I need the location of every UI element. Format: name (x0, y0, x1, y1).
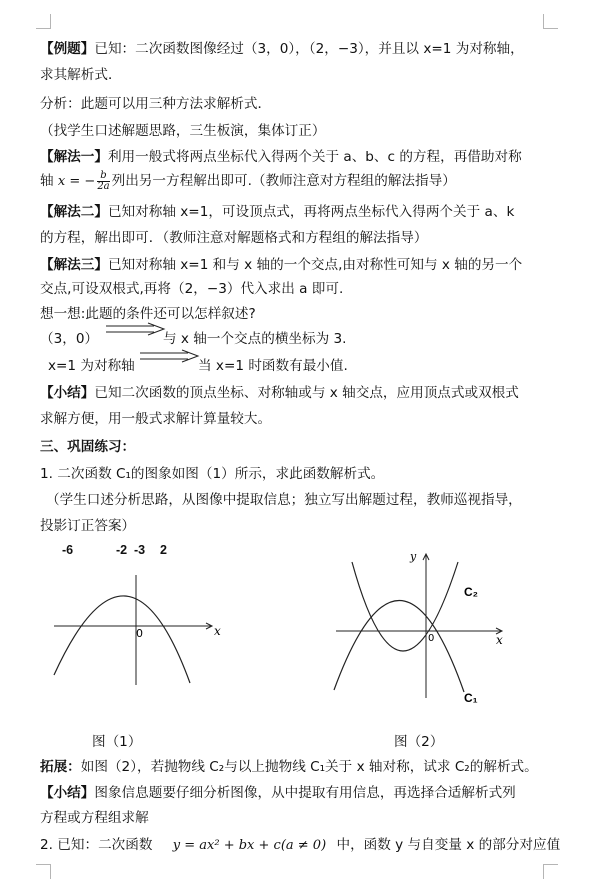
double-arrow-icon (138, 349, 200, 363)
example-line-2: 求其解析式． (40, 67, 122, 83)
axis-word: 轴 (40, 173, 54, 189)
figure1-caption: 图（1） (92, 734, 142, 750)
figure2-x-label: x (496, 633, 503, 647)
figure2-graph (330, 540, 520, 710)
fraction-numerator: b (97, 171, 109, 182)
method-one-line (40, 148, 569, 166)
summary-line (40, 384, 569, 402)
method-three-line (40, 256, 569, 274)
extension-tag: 拓展： (40, 759, 81, 775)
summary2-text: 图象信息题要仔细分析图像，从中提取有用信息，再选择合适解析式列 (94, 785, 516, 801)
method-three-tag: 【解法三】 (40, 257, 108, 273)
condition-2-right: 当 x=1 时函数有最小值. (198, 358, 348, 374)
summary-line-2: 求解方便，用一般式求解计算量较大。 (40, 411, 272, 427)
crop-mark-bottom-left (36, 864, 51, 879)
figure2-c1-curve (352, 562, 458, 651)
condition-1-right: 与 x 轴一个交点的横坐标为 3. (163, 331, 347, 347)
quadratic-formula: y = ax² + bx + c(a ≠ 0) (172, 838, 327, 853)
extension-text: 如图（2），若抛物线 C₂与以上抛物线 C₁关于 x 轴对称，试求 C₂的解析式。 (80, 759, 538, 775)
condition-2-left: x=1 为对称轴 (48, 358, 135, 374)
exercise-2-line (40, 836, 569, 855)
method-three-line-2: 交点,可设双根式,再将（2，−3）代入求出 a 即可. (40, 281, 344, 297)
figure1-graph (40, 565, 230, 695)
figure1-tick-label: 2 (160, 543, 167, 557)
figure2-caption: 图（2） (394, 734, 444, 750)
fraction (97, 171, 109, 192)
section-heading: 三、巩固练习： (40, 439, 136, 455)
think-line: 想一想:此题的条件还可以怎样叙述? (40, 306, 256, 322)
method-one-text: 利用一般式将两点坐标代入得两个关于 a、b、c 的方程，再借助对称 (107, 149, 522, 165)
summary2-tag: 【小结】 (40, 785, 95, 801)
summary2-line-2: 方程或方程组求解 (40, 810, 149, 826)
example-heading-line (40, 40, 569, 58)
figure2-origin-label: 0 (428, 633, 435, 644)
fraction-denominator: 2a (97, 181, 110, 192)
crop-mark-top-left (36, 14, 51, 29)
condition-1-left: （3，0） (40, 331, 99, 347)
figure1-x-axis (54, 623, 212, 629)
double-arrow-icon (104, 322, 166, 336)
figure1-x-label: x (214, 624, 221, 638)
figure2-c1-label: C₁ (464, 691, 478, 705)
crop-mark-bottom-right (543, 864, 558, 879)
crop-mark-top-right (543, 14, 558, 29)
exercise-1-line: 1. 二次函数 C₁的图象如图（1）所示，求此函数解析式。 (40, 466, 385, 482)
analysis-line: 分析：此题可以用三种方法求解析式． (40, 96, 272, 112)
exercise-2-post: 中，函数 y 与自变量 x 的部分对应值 (336, 837, 561, 853)
method-one-tag: 【解法一】 (40, 149, 108, 165)
axis-formula (57, 170, 112, 192)
figure2-c2-curve (334, 600, 464, 692)
method-two-tag: 【解法二】 (40, 204, 108, 220)
example-text: 已知：二次函数图像经过（3，0），（2，−3），并且以 x=1 为对称轴， (94, 41, 524, 57)
extension-line (40, 758, 569, 776)
method-three-text: 已知对称轴 x=1 和与 x 轴的一个交点,由对称性可知与 x 轴的另一个 (107, 257, 523, 273)
exercise-note-line: （学生口述分析思路，从图像中提取信息；独立写出解题过程，教师巡视指导， (46, 492, 522, 508)
condition-row-2 (40, 357, 569, 375)
method-one-text-2: 列出另一方程解出即可.（教师注意对方程组的解法指导） (111, 173, 456, 189)
method-two-text: 已知对称轴 x=1，可设顶点式，再将两点坐标代入得两个关于 a、k (107, 204, 515, 220)
axis-formula-lhs: x = − (57, 174, 96, 189)
method-two-line-2: 的方程，解出即可．（教师注意对解题格式和方程组的解法指导） (40, 230, 428, 246)
figure1-origin-label: 0 (136, 627, 143, 640)
figure2-y-label: y (410, 550, 417, 563)
summary-text: 已知二次函数的顶点坐标、对称轴或与 x 轴交点，应用顶点式或双根式 (94, 385, 519, 401)
example-tag: 【例题】 (40, 41, 95, 57)
figure1-parabola (54, 596, 190, 683)
figure2-y-axis (423, 554, 429, 698)
figure1-tick-label: -6 (62, 543, 74, 557)
summary-tag: 【小结】 (40, 385, 95, 401)
figure1-tick-label: -2 (116, 543, 128, 557)
figure1-tick-label: -3 (134, 543, 146, 557)
summary2-line (40, 784, 569, 802)
exercise-note-line-2: 投影订正答案） (40, 518, 136, 534)
method-one-line-2 (40, 171, 569, 192)
exercise-2-pre: 2. 已知：二次函数 (40, 837, 153, 853)
figure2-c2-label: C₂ (464, 585, 478, 599)
teacher-note-line: （找学生口述解题思路，三生板演，集体订正） (40, 123, 326, 139)
method-two-line (40, 203, 569, 221)
